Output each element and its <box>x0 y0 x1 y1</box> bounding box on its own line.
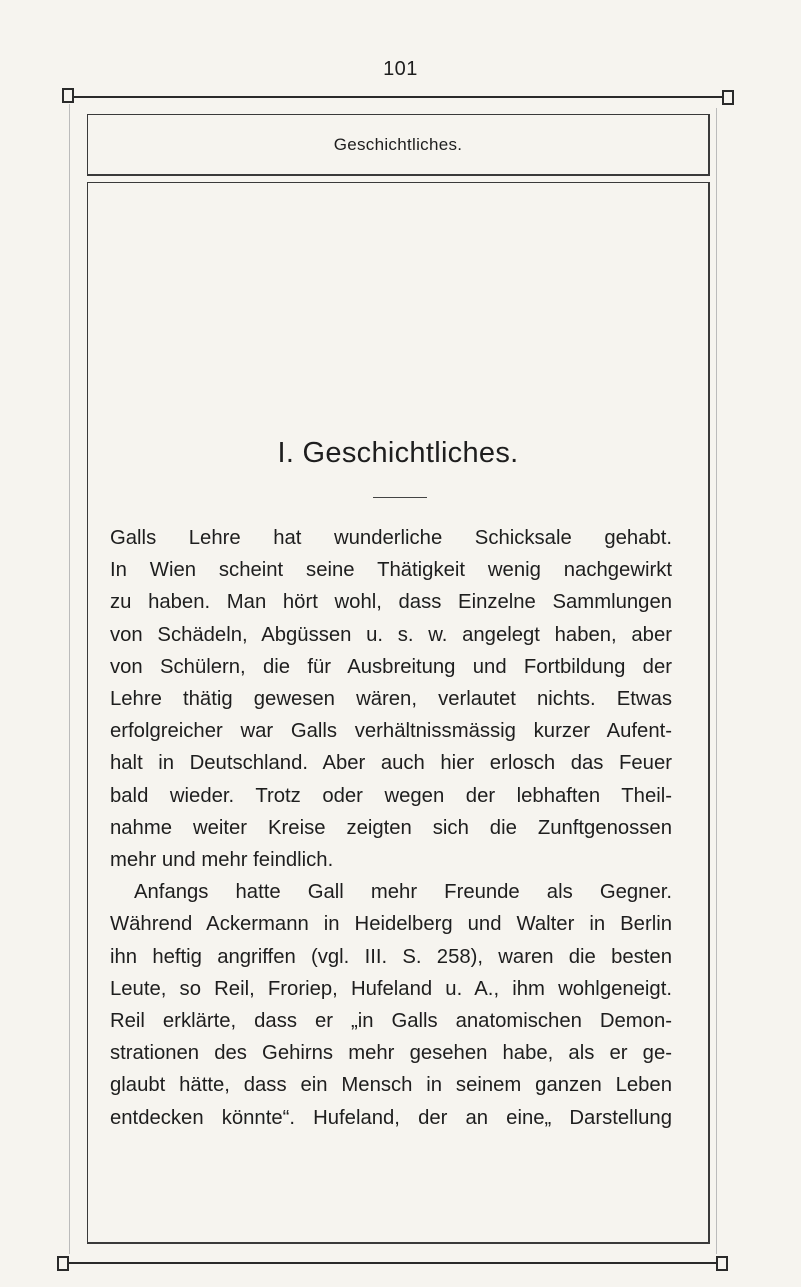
text-line: Lehre thätig gewesen wären, verlautet nichts. Etwas <box>110 688 672 711</box>
text-line: mehr und mehr feindlich. <box>110 849 334 872</box>
text-line: Während Ackermann in Heidelberg und Walter in Berlin <box>110 913 672 936</box>
corner-ornament-bottom-right <box>716 1256 728 1271</box>
text-line: Reil erklärte, dass er „in Galls anatomischen Demon- <box>110 1010 672 1033</box>
text-line: zu haben. Man hört wohl, dass Einzelne Sammlungen <box>110 591 672 614</box>
content-frame <box>87 182 710 1244</box>
text-line: von Schädeln, Abgüssen u. s. w. angelegt haben, aber <box>110 623 672 646</box>
title-divider <box>373 497 427 498</box>
text-line: bald wieder. Trotz oder wegen der lebhaften Theil- <box>110 784 672 807</box>
page-number: 101 <box>383 58 418 80</box>
text-line: entdecken könnte“. Hufeland, der an eine„ Darstellung <box>110 1106 672 1129</box>
text-line: ihn heftig angriffen (vgl. III. S. 258), waren die besten <box>110 945 672 968</box>
text-line: erfolgreicher war Galls verhältnissmässig kurzer Aufent- <box>110 720 672 743</box>
frame-top-rule <box>68 96 728 98</box>
corner-ornament-top-right <box>722 90 734 105</box>
text-line: Leute, so Reil, Froriep, Hufeland u. A., ihm wohlgeneigt. <box>110 977 672 1000</box>
body-text <box>110 522 672 1134</box>
running-head-frame <box>87 114 710 176</box>
text-line: strationen des Gehirns mehr gesehen habe, als er ge- <box>110 1042 672 1065</box>
text-line: von Schülern, die für Ausbreitung und Fortbildung der <box>110 655 672 678</box>
text-line: glaubt hätte, dass ein Mensch in seinem ganzen Leben <box>110 1074 672 1097</box>
text-line: In Wien scheint seine Thätigkeit wenig nachgewirkt <box>110 559 672 582</box>
running-head: Geschichtliches. <box>333 135 463 154</box>
corner-ornament-bottom-left <box>57 1256 69 1271</box>
chapter-title: I. Geschichtliches. <box>277 437 519 469</box>
text-line: halt in Deutschland. Aber auch hier erlosch das Feuer <box>110 752 672 775</box>
text-line: Anfangs hatte Gall mehr Freunde als Gegner. <box>134 881 672 904</box>
text-line: nahme weiter Kreise zeigten sich die Zunftgenossen <box>110 816 672 839</box>
text-line: Galls Lehre hat wunderliche Schicksale gehabt. <box>110 527 672 549</box>
frame-bottom-rule <box>62 1262 722 1264</box>
frame-right-rule <box>716 108 717 1254</box>
frame-left-rule <box>69 104 70 1254</box>
corner-ornament-top-left <box>62 88 74 103</box>
